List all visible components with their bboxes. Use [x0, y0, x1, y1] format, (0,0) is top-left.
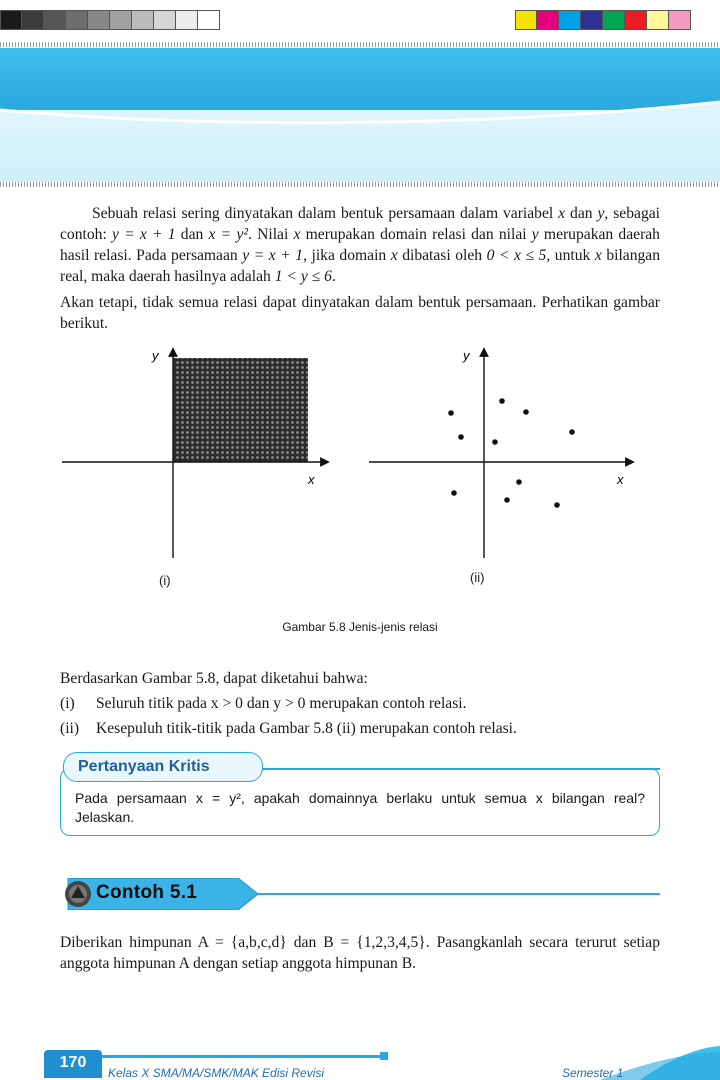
- conclusion-intro: Berdasarkan Gambar 5.8, dapat diketahui bahwa:: [60, 670, 368, 687]
- data-point: [516, 479, 522, 485]
- gray-swatch: [198, 10, 220, 30]
- figure-caption: Gambar 5.8 Jenis-jenis relasi: [282, 620, 438, 634]
- cmyk-color-bar: [515, 10, 691, 30]
- critical-question-text: Pada persamaan x = y², apakah domainnya berlaku untuk semua x bilangan real? Jelaskan.: [75, 790, 645, 825]
- critical-question-rule: [260, 768, 660, 770]
- footer-book-title: Kelas X SMA/MA/SMK/MAK Edisi Revisi: [108, 1066, 325, 1080]
- list-item-number: (i): [60, 695, 75, 712]
- data-point: [499, 398, 505, 404]
- data-point: [569, 429, 575, 435]
- gray-swatch: [0, 10, 22, 30]
- example-badge-icon: [65, 881, 91, 907]
- color-swatch: [647, 10, 669, 30]
- figure-relation-region: [60, 340, 340, 570]
- color-swatch: [581, 10, 603, 30]
- data-point: [504, 497, 510, 503]
- y-axis-label: y: [152, 348, 159, 363]
- example-rule: [240, 893, 660, 895]
- list-item: [60, 693, 660, 714]
- color-swatch: [603, 10, 625, 30]
- grayscale-color-bar: [0, 10, 220, 30]
- data-point: [492, 439, 498, 445]
- page-number: 170: [44, 1050, 102, 1078]
- data-point: [451, 490, 457, 496]
- gray-swatch: [66, 10, 88, 30]
- data-point: [554, 502, 560, 508]
- figure-ii-label: (ii): [470, 570, 485, 585]
- figure-i-label: (i): [159, 573, 171, 588]
- x-axis-label: x: [308, 472, 315, 487]
- gray-swatch: [132, 10, 154, 30]
- color-swatch: [537, 10, 559, 30]
- example-text: Diberikan himpunan A = {a,b,c,d} dan B = {1,2,3,4,5}. Pasangkanlah secara terurut setiap anggota himpunan A dengan setiap anggota himpunan B.: [60, 934, 660, 972]
- shaded-region: [173, 358, 308, 462]
- critical-question-title: Pertanyaan Kritis: [63, 752, 263, 782]
- list-item-text: Seluruh titik pada x > 0 dan y > 0 merupakan contoh relasi.: [96, 695, 467, 712]
- top-hatch-rule: [0, 42, 720, 47]
- list-item-text: Kesepuluh titik-titik pada Gambar 5.8 (ii) merupakan contoh relasi.: [96, 720, 517, 737]
- gray-swatch: [22, 10, 44, 30]
- figure-relation-points: [365, 340, 645, 570]
- example-title: Contoh 5.1: [96, 882, 198, 903]
- gray-swatch: [88, 10, 110, 30]
- footer-semester: Semester 1: [562, 1066, 624, 1080]
- gray-swatch: [154, 10, 176, 30]
- gray-swatch: [110, 10, 132, 30]
- color-swatch: [669, 10, 691, 30]
- color-swatch: [515, 10, 537, 30]
- gray-swatch: [176, 10, 198, 30]
- data-point: [458, 434, 464, 440]
- conclusion-list: [60, 693, 660, 743]
- color-swatch: [625, 10, 647, 30]
- paragraph-not-all-relations: Akan tetapi, tidak semua relasi dapat dinyatakan dalam bentuk persamaan. Perhatikan gambar berikut.: [60, 294, 660, 332]
- y-axis-label: y: [463, 348, 470, 363]
- header-band-curve: [0, 98, 720, 126]
- color-swatch: [559, 10, 581, 30]
- list-item-number: (ii): [60, 720, 80, 737]
- header-hatch-rule: [0, 182, 720, 187]
- data-point: [523, 409, 529, 415]
- x-axis-label: x: [617, 472, 624, 487]
- gray-swatch: [44, 10, 66, 30]
- data-point: [448, 410, 454, 416]
- list-item: [60, 718, 660, 739]
- paragraph-relation-intro: Sebuah relasi sering dinyatakan dalam bentuk persamaan dalam variabel x dan y, sebagai contoh: y = x + 1 dan x = y². Nilai x merupakan domain relasi dan nilai y merupakan daerah hasil relasi. Pada persamaan y = x + 1, jika domain x dibatasi oleh 0 < x ≤ 5, untuk x bilangan real, maka daerah hasilnya adalah 1 < y ≤ 6.: [60, 205, 661, 285]
